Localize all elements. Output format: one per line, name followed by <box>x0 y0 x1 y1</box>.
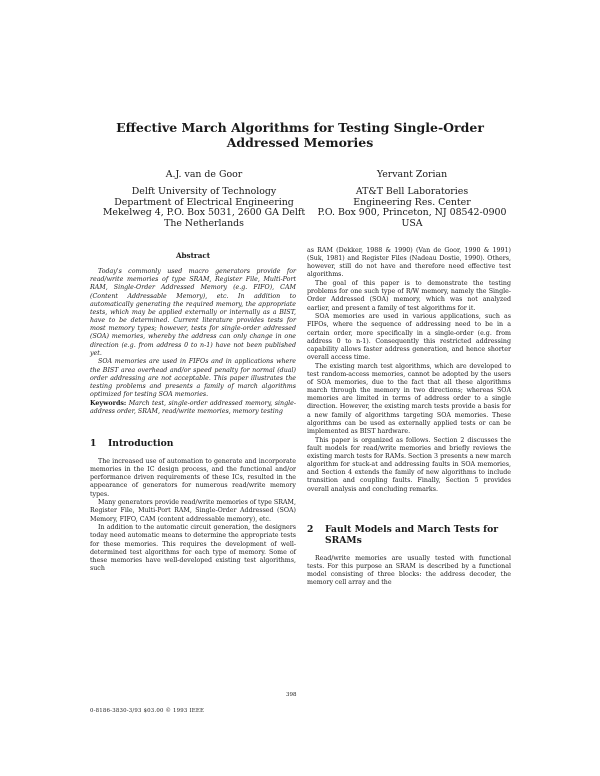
author-block-2 <box>317 170 507 229</box>
author-affiliation-line: The Netherlands <box>164 217 244 229</box>
keywords <box>90 400 296 416</box>
keywords-text: March test, single-order addressed memory, single-address order, SRAM, read/write memories, memory testing <box>90 399 296 415</box>
author-affiliation-line: P.O. Box 900, Princeton, NJ 08542-0900 <box>317 207 507 219</box>
author-affiliation-line: AT&T Bell Laboratories <box>355 186 469 198</box>
copyright-footer: 0-8186-3830-3/93 $03.00 © 1993 IEEE <box>90 708 205 714</box>
abstract-paragraph: SOA memories are used in FIFOs and in applications where the BIST area overhead and/or speed penalty for normal (dual) order addressing are not acceptable. This paper illustrates the testing problems and presents a family of march algorithms optimized for testing SOA memories. <box>90 358 296 398</box>
body-paragraph: In addition to the automatic circuit generation, the designers today need automatic means to determine the appropriate tests for these memories. This requires the development of well-determined test algorithms for each type of memory. Some of these memories have well-developed existing test algorithms, such <box>90 524 296 572</box>
body-paragraph: Many generators provide read/write memories of type SRAM, Register File, Multi-Port RAM, Single-Order Addressed (SOA) Memory, FIFO, CAM (content addressable memory), etc. <box>90 499 296 523</box>
author-affiliation-line: Mekelweg 4, P.O. Box 5031, 2600 GA Delft <box>102 207 306 219</box>
section-number: 2 <box>307 523 314 535</box>
body-paragraph: The existing march test algorithms, which are developed to test random-access memories, cannot be adopted by the users of SOA memories, due to the fact that all these algorithms march through the memory in two directions; whereas SOA memories are limited in terms of address order to a single direction. However, the existing march tests provide a basis for a new family of algorithms targeting SOA memories. These algorithms can be used as externally applied tests or can be implemented as BIST hardware. <box>307 362 511 435</box>
section-number: 1 <box>90 437 97 449</box>
body-paragraph: The goal of this paper is to demonstrate the testing problems for one such type of R/W memory, namely the Single-Order Addressed (SOA) memory, which was not analyzed earlier, and present a family of test algorithms for it. <box>307 280 511 312</box>
author-affiliation-line: USA <box>401 217 423 229</box>
page-number: 398 <box>286 692 297 698</box>
body-paragraph: The increased use of automation to generate and incorporate memories in the IC design process, and the functional and/or performance driven requirements of these ICs, resulted in the appearance of generators for numerous read/write memory types. <box>90 457 296 498</box>
section-heading-fault-models <box>307 524 511 546</box>
author-name: Yervant Zorian <box>376 169 448 180</box>
paper-title: Effective March Algorithms for Testing Single-Order Addressed Memories <box>116 120 484 150</box>
keywords-label: Keywords: <box>90 399 127 407</box>
section-heading-introduction <box>90 438 296 449</box>
author-name: A.J. van de Goor <box>165 169 243 180</box>
author-block-1 <box>96 170 312 229</box>
body-paragraph: Read/write memories are usually tested with functional tests. For this purpose an SRAM is described by a functional model consisting of three blocks: the address decoder, the memory cell array and the <box>307 554 511 587</box>
body-paragraph: as RAM (Dekker, 1988 & 1990) (Van de Goor, 1990 & 1991) (Suk, 1981) and Register Files (Nadeau Dostie, 1990). Others, however, still do not have and therefore need effective test algorithms. <box>307 247 511 279</box>
author-affiliation-line: Delft University of Technology <box>131 186 277 198</box>
left-column <box>90 252 296 573</box>
section-title-line: SRAMs <box>325 534 362 546</box>
body-paragraph: This paper is organized as follows. Section 2 discusses the fault models for read/write memories and briefly reviews the existing march tests for RAMs. Section 3 presents a new march algorithm for stuck-at and addressing faults in SOA memories, and Section 4 extends the family of new algorithms to include transition and coupling faults. Finally, Section 5 provides overall analysis and concluding remarks. <box>307 436 511 493</box>
right-column <box>307 247 511 587</box>
abstract-paragraph: Today's commonly used macro generators provide for read/write memories of type SRAM, Register File, Multi-Port RAM, Single-Order Addressed Memory (e.g. FIFO), CAM (Content Addressable Memory), etc. In addition to automatically generating the required memory, the appropriate tests, which may be applied externally or internally as a BIST, have to be determined. Current literature provides tests for most memory types; however, tests for single-order addressed (SOA) memories, whereby the address can only change in one direction (e.g. from address 0 to n-1) have not been published yet. <box>90 268 296 357</box>
body-paragraph: SOA memories are used in various applications, such as FIFOs, where the sequence of addressing need to be in a certain order, more specifically in a single-order (e.g. from address 0 to n-1). Consequently this restricted addressing capability allows faster address generation, and hence shorter overall access time. <box>307 313 511 362</box>
author-affiliation-line: Engineering Res. Center <box>353 196 471 208</box>
author-affiliation-line: Department of Electrical Engineering <box>114 196 294 208</box>
section-title-line: Fault Models and March Tests for <box>325 523 499 535</box>
section-title: Introduction <box>108 437 174 449</box>
abstract-heading: Abstract <box>175 251 211 260</box>
abstract <box>90 252 296 416</box>
